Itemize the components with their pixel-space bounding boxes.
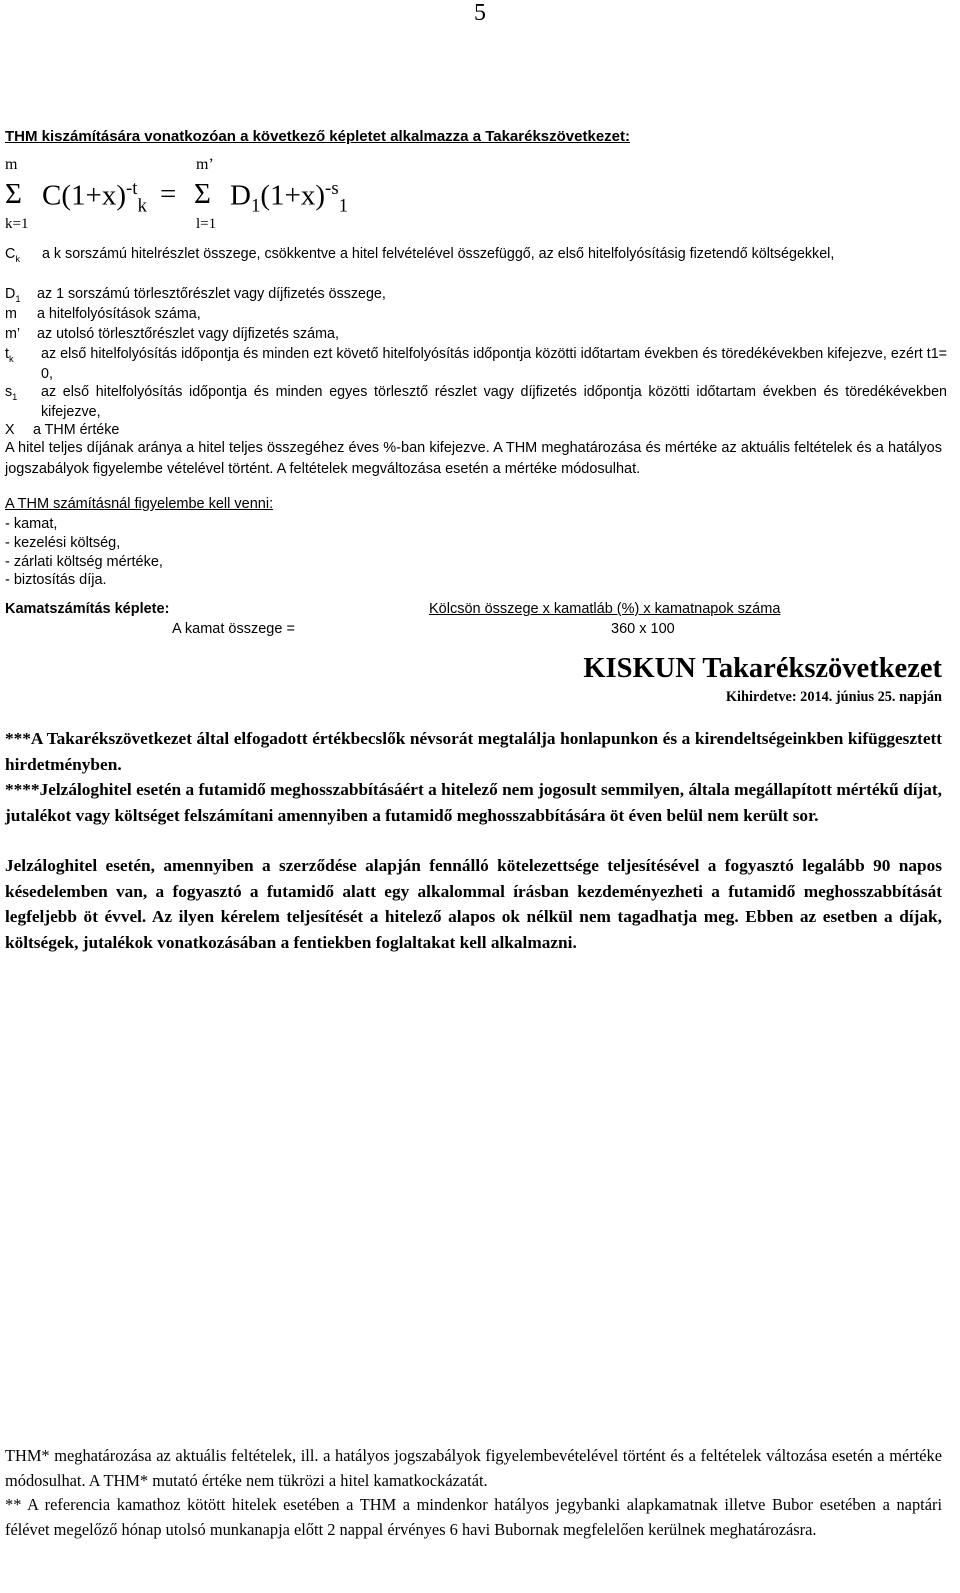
formula-rhs: $D_1(1+x)^{-s}_1$ [230, 178, 349, 217]
definition-symbol: m [5, 306, 17, 322]
definition-text: az 1 sorszámú törlesztőrészlet vagy díjfizetés összege, [37, 286, 386, 302]
formula-bottom-left: k=1 [5, 216, 29, 232]
considerations-title: A THM számításnál figyelembe kell venni: [5, 496, 274, 512]
definition-symbol: m’ [5, 326, 21, 342]
interest-formula-lhs: A kamat összege = [172, 621, 295, 637]
definition-symbol: X [5, 422, 15, 438]
formula-equals: = [160, 178, 177, 210]
note-paragraph: ***A Takarékszövetkezet által elfogadott értékbecslők névsorát megtalálja honlapunkon és a kirendeltségeinkben kifüggesztett hirdetményben. [5, 729, 942, 774]
consideration-item: - zárlati költség mértéke, [5, 554, 163, 570]
consideration-item: - kezelési költség, [5, 535, 121, 551]
definition-text: az első hitelfolyósítás időpontja és minden ezt követő hitelfolyósítás időpontja közötti időtartam években és töredékévekben kifejezve, ezért t1= 0, [41, 346, 947, 382]
note-paragraph: Jelzáloghitel esetén, amennyiben a szerződése alapján fennálló kötelezettsége teljesítésével a fogyasztó legalább 90 napos késedelemben van, a fogyasztó a futamidő alatt egy alkalommal írásban kezdeményezheti a futamidő meghosszabbítását legfeljebb öt évvel. Az ilyen kérelem teljesítését a hitelező alapos ok nélkül nem tagadhatja meg. Ebben az esetben a díjak, költségek, jutalékok vonatkozásában a fentiekben foglaltakat kell alkalmazni. [5, 856, 942, 952]
consideration-item: - biztosítás díja. [5, 572, 107, 588]
definition-text: a hitelfolyósítások száma, [37, 306, 201, 322]
page-number: 5 [474, 0, 486, 26]
formula-lhs: $C(1+x)^{-t}_k$ [42, 178, 147, 217]
footnote-paragraph: THM* meghatározása az aktuális feltételek, ill. a hatályos jogszabályok figyelembevételével történt és a feltételek változása esetén a mértéke módosulhat. A THM* mutató értéke nem tükrözi a hitel kamatkockázatát. [5, 1446, 942, 1490]
note-paragraph: ****Jelzáloghitel esetén a futamidő meghosszabbításáért a hitelező nem jogosult semmilyen, általa megállapított mértékű díjat, jutalékot vagy költséget felszámítani amennyiben a futamidő meghosszabbítására öt éven belül nem került sor. [5, 780, 942, 825]
definition-row [5, 244, 947, 284]
interest-formula-label: Kamatszámítás képlete: [5, 601, 170, 617]
formula-bottom-right: l=1 [196, 216, 217, 232]
issuer-name: KISKUN Takarékszövetkezet [583, 653, 942, 684]
formula-top-right: m’ [196, 156, 214, 173]
formula-top-left: m [5, 156, 18, 173]
consideration-item: - kamat, [5, 516, 58, 532]
issuer-announced: Kihirdetve: 2014. június 25. napján [725, 689, 942, 705]
formula-sigma-left: Σ [5, 178, 22, 210]
footnote-paragraph: ** A referencia kamathoz kötött hitelek esetében a THM a mindenkor hatályos jegybanki alapkamatnak illetve Bubor esetében a naptári félévet megelőző hónap utolsó munkanapja előtt 2 nappal érvényes 6 havi Bubornak megfelelően kerülnek meghatározásra. [5, 1495, 942, 1539]
definition-symbol: $D_1$ [5, 286, 21, 304]
definition-text: a THM értéke [33, 422, 120, 438]
definition-symbol: $t_k$ [5, 346, 14, 364]
definition-symbol: $s_1$ [5, 384, 18, 402]
thm-paragraph: A hitel teljes díjának aránya a hitel teljes összegéhez éves %-ban kifejezve. A THM meghatározása és mértéke az aktuális feltételek és a hatályos jogszabályok figyelembe vételével történt. A feltételek megváltozása esetén a mértéke módosulhat. [5, 440, 942, 477]
definition-text: az első hitelfolyósítás időpontja és minden egyes törlesztő részlet vagy díjfizetés időpontja közötti időtartam években és töredékévekben kifejezve, [41, 384, 947, 420]
interest-formula-numerator: Kölcsön összege x kamatláb (%) x kamatnapok száma [429, 601, 781, 617]
formula-sigma-right: Σ [194, 178, 211, 210]
section-heading: THM kiszámítására vonatkozóan a következő képletet alkalmazza a Takarékszövetkezet: [5, 128, 630, 145]
definition-text: az utolsó törlesztőrészlet vagy díjfizetés száma, [37, 326, 339, 342]
definition-symbol: $C_k$ [5, 246, 20, 264]
definition-text: a k sorszámú hitelrészlet összege, csökkentve a hitel felvételével összefüggő, az első hitelfolyósításig fizetendő költségekkel, [42, 246, 835, 262]
interest-formula-denominator: 360 x 100 [611, 621, 675, 637]
